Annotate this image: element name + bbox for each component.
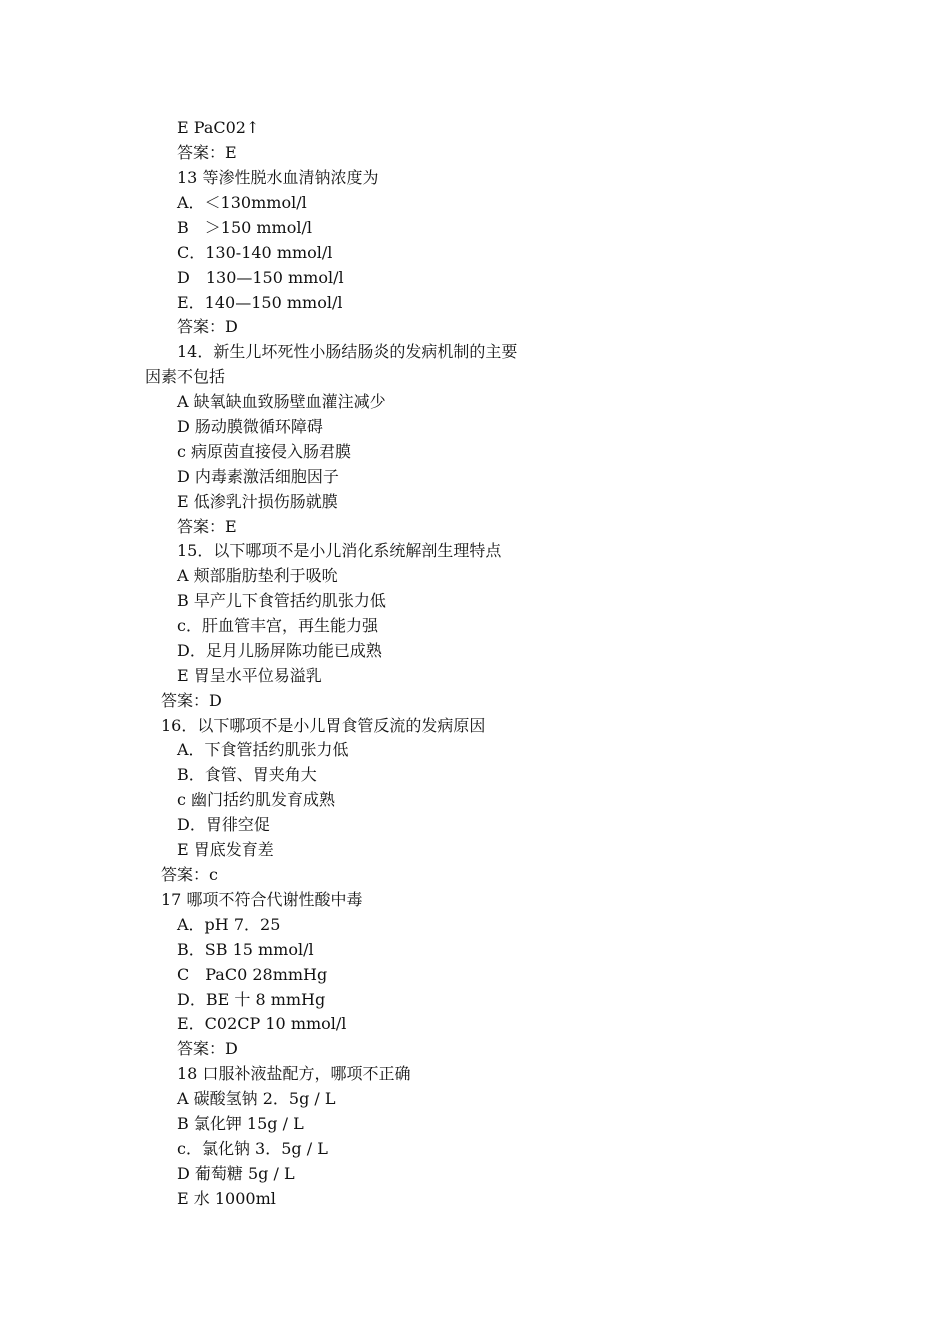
option-line: D．胃徘空促 bbox=[177, 815, 270, 834]
option-line: E 低渗乳汁损伤肠就膜 bbox=[177, 492, 338, 511]
answer-line: 答案：D bbox=[177, 1039, 238, 1058]
question-line: 16．以下哪项不是小儿胃食管反流的发病原因 bbox=[161, 716, 486, 735]
option-line: A 缺氧缺血致肠壁血灌注减少 bbox=[177, 392, 386, 411]
question-line-continued: 因素不包括 bbox=[145, 367, 226, 386]
option-line: D 肠动膜微循环障碍 bbox=[177, 417, 323, 436]
question-line: 17 哪项不符合代谢性酸中毒 bbox=[161, 890, 363, 909]
question-line: 14．新生儿坏死性小肠结肠炎的发病机制的主要 bbox=[177, 342, 518, 361]
option-line: B．食管、胃夹角大 bbox=[177, 765, 317, 784]
option-line: E 胃底发育差 bbox=[177, 840, 274, 859]
answer-line: 答案：E bbox=[177, 517, 237, 536]
option-line: c．肝血管丰宫，再生能力强 bbox=[177, 616, 378, 635]
answer-line: 答案：D bbox=[161, 691, 222, 710]
answer-line: 答案：c bbox=[161, 865, 218, 884]
question-line: 13 等渗性脱水血清钠浓度为 bbox=[177, 168, 379, 187]
option-line: B 氯化钾 15g / L bbox=[177, 1114, 304, 1133]
option-line: B．SB 15 mmol/l bbox=[177, 940, 314, 959]
option-line: c 病原茵直接侵入肠君膜 bbox=[177, 442, 352, 461]
answer-line: 答案：E bbox=[177, 143, 237, 162]
option-line: E．140—150 mmol/l bbox=[177, 293, 343, 312]
option-line: D．足月儿肠屏陈功能已成熟 bbox=[177, 641, 382, 660]
option-line: D 葡萄糖 5g / L bbox=[177, 1164, 295, 1183]
option-line: E PaC02↑ bbox=[177, 118, 260, 137]
option-line: D 130—150 mmol/l bbox=[177, 268, 344, 287]
option-line: c．氯化钠 3．5g / L bbox=[177, 1139, 328, 1158]
option-line: D．BE 十 8 mmHg bbox=[177, 990, 326, 1009]
option-line: C．130-140 mmol/l bbox=[177, 243, 333, 262]
option-line: E 胃呈水平位易溢乳 bbox=[177, 666, 322, 685]
option-line: E．C02CP 10 mmol/l bbox=[177, 1014, 347, 1033]
option-line: D 内毒素激活细胞因子 bbox=[177, 467, 339, 486]
option-line: E 水 1000ml bbox=[177, 1189, 276, 1208]
option-line: B ＞150 mmol/l bbox=[177, 218, 312, 237]
answer-line: 答案：D bbox=[177, 317, 238, 336]
option-line: A．pH 7．25 bbox=[177, 915, 281, 934]
option-line: C PaC0 28mmHg bbox=[177, 965, 328, 984]
option-line: c 幽门括约肌发育成熟 bbox=[177, 790, 336, 809]
option-line: A 碳酸氢钠 2．5g / L bbox=[177, 1089, 336, 1108]
question-line: 18 口服补液盐配方，哪项不正确 bbox=[177, 1064, 411, 1083]
option-line: A．＜130mmol/l bbox=[177, 193, 307, 212]
option-line: B 早产儿下食管括约肌张力低 bbox=[177, 591, 386, 610]
option-line: A 颊部脂肪垫利于吸吮 bbox=[177, 566, 338, 585]
option-line: A．下食管括约肌张力低 bbox=[177, 740, 349, 759]
question-line: 15．以下哪项不是小儿消化系统解剖生理特点 bbox=[177, 541, 502, 560]
